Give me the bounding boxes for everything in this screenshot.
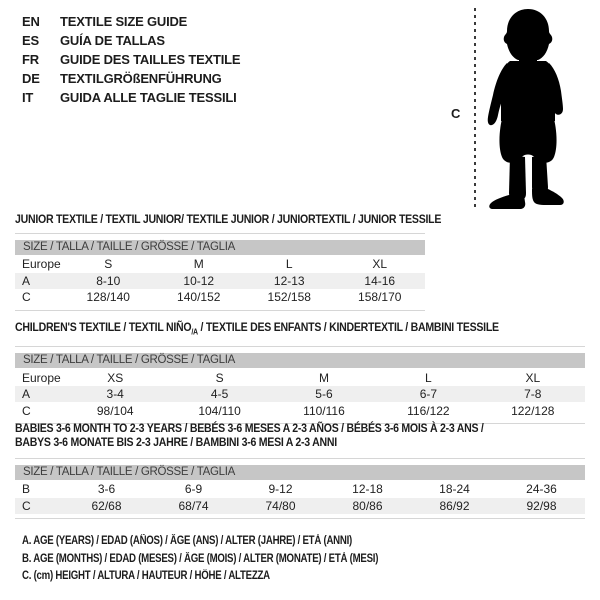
lang-text: TEXTILE SIZE GUIDE: [60, 14, 188, 29]
size-cell: 6-9: [184, 482, 203, 497]
column-header: XL: [525, 370, 541, 385]
column-header: XL: [372, 257, 388, 272]
lang-code: FR: [22, 52, 39, 67]
list-item: [22, 88, 240, 107]
junior-textile-section: [15, 212, 442, 311]
row-label: A: [22, 273, 31, 288]
babies-size-table: [15, 458, 585, 519]
size-cell: 86/92: [439, 498, 470, 513]
size-cell: 68/74: [178, 498, 209, 513]
list-item: [22, 12, 240, 31]
footnote-b: B. AGE (MONTHS) / EDAD (MESES) / ÂGE (MOIS) / ALTER (MONATE) / ETÀ (MESI): [22, 552, 379, 565]
lang-text: GUIDA ALLE TAGLIE TESSILI: [60, 90, 237, 105]
table: [15, 256, 425, 306]
babies-textile-section: [15, 421, 585, 519]
column-header: L: [425, 370, 432, 385]
table-row: [15, 289, 425, 306]
table-title-text: / TEXTILE DES ENFANTS / KINDERTEXTIL / BAMBINI TESSILE: [197, 320, 499, 334]
lang-text: GUÍA DE TALLAS: [60, 33, 165, 48]
table: [15, 369, 585, 419]
lang-text: TEXTILGRÖßENFÜHRUNG: [60, 71, 222, 86]
size-cell: 3-4: [106, 387, 124, 402]
table-row: [15, 386, 585, 403]
baby-silhouette-icon: [486, 7, 586, 213]
size-cell: 10-12: [183, 273, 215, 288]
table: [15, 481, 585, 514]
children-textile-section: [15, 320, 585, 424]
size-cell: 4-5: [210, 387, 229, 402]
size-cell: 18-24: [439, 482, 470, 497]
lang-code: DE: [22, 71, 40, 86]
size-cell: 104/110: [198, 403, 241, 418]
size-cell: 24-36: [526, 482, 557, 497]
column-header: XS: [107, 370, 124, 385]
table-row: [15, 369, 585, 386]
list-item: [22, 50, 240, 69]
size-cell: 12-18: [352, 482, 383, 497]
size-cell: 9-12: [268, 482, 293, 497]
column-header: S: [104, 257, 113, 272]
junior-size-table: [15, 233, 425, 311]
row-label: A: [22, 387, 31, 402]
column-header: M: [318, 370, 329, 385]
column-header: M: [193, 257, 204, 272]
size-cell: 8-10: [96, 273, 121, 288]
table-row: [15, 498, 585, 515]
size-cell: 152/158: [267, 290, 311, 305]
size-header-bar: SIZE / TALLA / TAILLE / GRÖSSE / TAGLIA: [15, 353, 585, 368]
size-cell: 7-8: [524, 387, 542, 402]
size-cell: 116/122: [407, 403, 450, 418]
measure-label-c: C: [451, 106, 461, 121]
size-header-bar: SIZE / TALLA / TAILLE / GRÖSSE / TAGLIA: [15, 465, 585, 480]
size-cell: 140/152: [177, 290, 221, 305]
size-cell: 158/170: [358, 290, 402, 305]
lang-text: GUIDE DES TAILLES TEXTILE: [60, 52, 241, 67]
size-cell: 128/140: [86, 290, 130, 305]
children-size-table: [15, 346, 585, 424]
list-item: [22, 69, 240, 88]
size-cell: 5-6: [315, 387, 333, 402]
height-measure-dotted-line: [474, 8, 476, 209]
table-title-line: BABIES 3-6 MONTH TO 2-3 YEARS / BEBÉS 3-6 MESES A 2-3 AÑOS / BÉBÉS 3-6 MOIS À 2-3 ANS /: [15, 421, 484, 435]
table-row: [15, 402, 585, 419]
lang-code: EN: [22, 14, 40, 29]
row-label: B: [22, 482, 31, 497]
size-cell: 62/68: [91, 498, 122, 513]
column-header: S: [215, 370, 224, 385]
language-list: [22, 12, 240, 107]
table-title: JUNIOR TEXTILE / TEXTIL JUNIOR/ TEXTILE JUNIOR / JUNIORTEXTIL / JUNIOR TESSILE: [15, 212, 442, 226]
row-label: C: [22, 290, 31, 305]
row-label: Europe: [22, 257, 61, 272]
row-label: C: [22, 498, 31, 513]
table-title: [15, 320, 517, 339]
table-row: [15, 481, 585, 498]
row-label: C: [22, 403, 31, 418]
table-row: [15, 256, 425, 273]
size-cell: 3-6: [97, 482, 116, 497]
size-cell: 110/116: [303, 403, 345, 418]
column-header: L: [285, 257, 293, 272]
lang-code: IT: [22, 90, 34, 105]
list-item: [22, 31, 240, 50]
footnote-a: A. AGE (YEARS) / EDAD (AÑOS) / ÂGE (ANS) / ALTER (JAHRE) / ETÀ (ANNI): [22, 535, 353, 547]
table-title-line: BABYS 3-6 MONATE BIS 2-3 JAHRE / BAMBINI 3-6 MESI A 2-3 ANNI: [15, 435, 337, 449]
table-title: [15, 421, 517, 449]
footnote-c: C. (cm) HEIGHT / ALTURA / HAUTEUR / HÖHE / ALTEZZA: [22, 570, 270, 582]
size-cell: 92/98: [526, 498, 557, 513]
footnotes: [22, 533, 446, 586]
row-label: Europe: [22, 370, 61, 385]
lang-code: ES: [22, 33, 39, 48]
size-header-bar: SIZE / TALLA / TAILLE / GRÖSSE / TAGLIA: [15, 240, 425, 255]
size-cell: 74/80: [265, 498, 296, 513]
table-title-subscript: /A: [191, 327, 198, 337]
size-cell: 12-13: [273, 273, 305, 288]
table-title-text: CHILDREN'S TEXTILE / TEXTIL NIÑO: [15, 320, 192, 334]
size-cell: 14-16: [364, 273, 396, 288]
table-row: [15, 273, 425, 290]
size-cell: 98/104: [96, 403, 134, 418]
size-cell: 80/86: [352, 498, 383, 513]
size-cell: 6-7: [419, 387, 438, 402]
size-cell: 122/128: [511, 403, 555, 418]
